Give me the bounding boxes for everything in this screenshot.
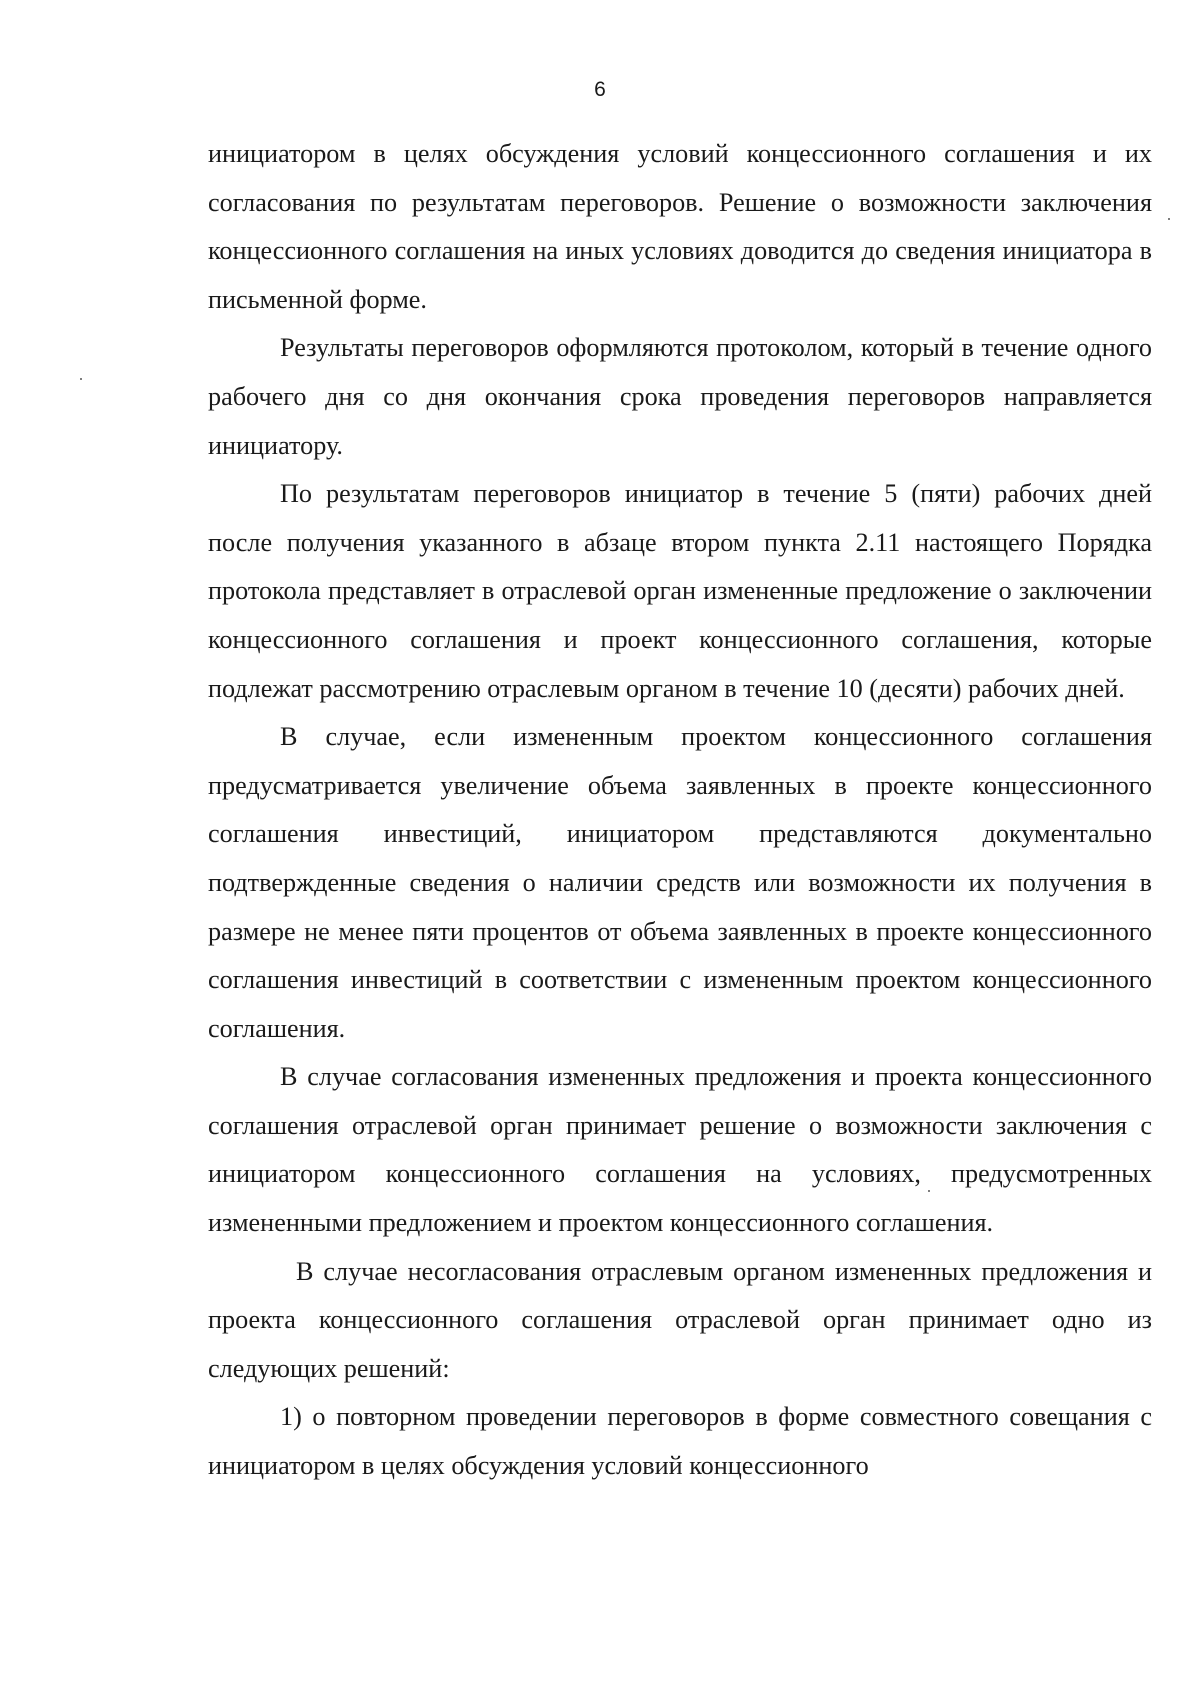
paragraph-approval-case: В случае согласования измененных предложения и проекта концессионного соглашения отраслевой орган принимает решение о возможности заключения с инициатором концессионного соглашения на условиях, предусмотренных измененными предложением и проектом концессионного соглашения. [208, 1062, 1152, 1238]
document-body [208, 130, 1152, 1491]
paragraph-disapproval-case: В случае несогласования отраслевым органом измененных предложения и проекта концессионного соглашения отраслевой орган принимает одно из следующих решений: [208, 1256, 1152, 1383]
scan-speck [80, 378, 82, 380]
paragraph-investment-increase: В случае, если измененным проектом концессионного соглашения предусматривается увеличение объема заявленных в проекте концессионного соглашения инвестиций, инициатором представляются документально подтвержденные сведения о наличии средств или возможности их получения в размере не менее пяти процентов от объема заявленных в проекте концессионного соглашения инвестиций в соответствии с измененным проектом концессионного соглашения. [208, 722, 1152, 1043]
scan-speck [928, 1190, 930, 1192]
page-number: 6 [594, 78, 606, 101]
paragraph-negotiation-results: Результаты переговоров оформляются протоколом, который в течение одного рабочего дня со дня окончания срока проведения переговоров направляется инициатору. [208, 333, 1152, 460]
scan-speck [1168, 218, 1170, 220]
paragraph-initiator-submission: По результатам переговоров инициатор в течение 5 (пяти) рабочих дней после получения указанного в абзаце втором пункта 2.11 настоящего Порядка протокола представляет в отраслевой орган измененные предложение о заключении концессионного соглашения и проект концессионного соглашения, которые подлежат рассмотрению отраслевым органом в течение 10 (десяти) рабочих дней. [208, 479, 1152, 703]
paragraph-continuation: инициатором в целях обсуждения условий концессионного соглашения и их согласования по результатам переговоров. Решение о возможности заключения концессионного соглашения на иных условиях доводится до сведения инициатора в письменной форме. [208, 139, 1152, 314]
list-item-repeat-negotiations: 1) о повторном проведении переговоров в форме совместного совещания с инициатором в целях обсуждения условий концессионного [208, 1402, 1152, 1481]
